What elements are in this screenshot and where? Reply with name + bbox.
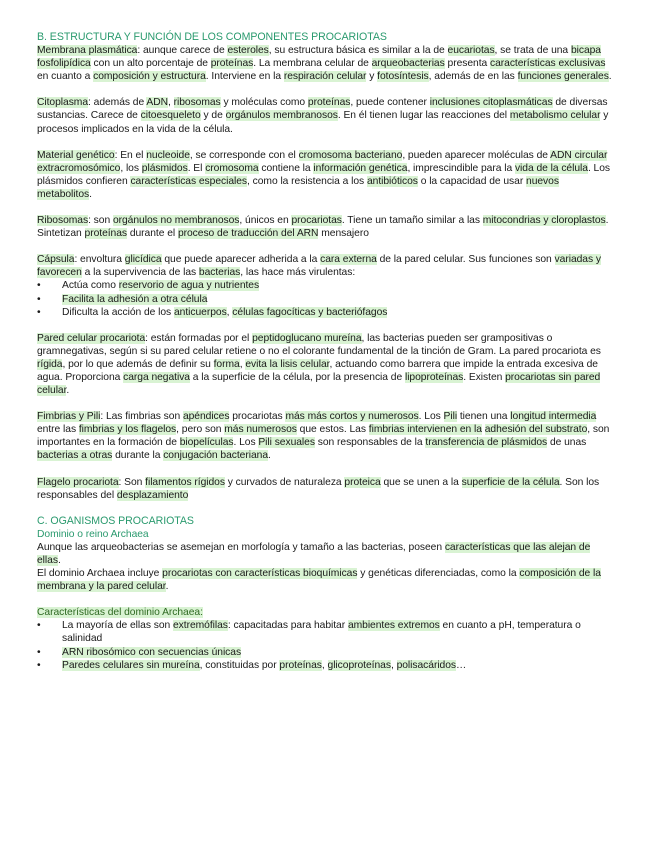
text-run: y: [366, 71, 378, 83]
highlighted-term: peptidoglucano mureína: [252, 332, 362, 344]
text-run: de la pared celular. Sus funciones son: [376, 254, 555, 266]
highlighted-term: extremófilas: [173, 620, 228, 632]
list-item: [62, 619, 616, 645]
highlighted-term: composición y estructura: [93, 71, 206, 83]
highlighted-term: proteica: [344, 476, 381, 488]
highlighted-term: evita la lisis celular: [245, 358, 330, 370]
paragraph-ribosomas: [37, 214, 616, 240]
highlighted-term: Facilita la adhesión a otra célula: [62, 293, 208, 305]
text-run: contiene la: [258, 162, 314, 174]
text-run: Aunque las arqueobacterias se asemejan en morfología y tamaño a las bacterias, poseen: [37, 541, 445, 553]
highlighted-term: plásmidos: [141, 162, 188, 174]
text-run: ,: [167, 97, 174, 109]
text-run: ,: [321, 659, 328, 671]
highlighted-term: cromosoma bacteriano: [298, 149, 403, 161]
text-run: de diversas sustancias. Carece de: [37, 97, 608, 122]
paragraph-archaea-intro-2: [37, 567, 616, 593]
text-run: , se corresponde con el: [189, 149, 299, 161]
text-run: . Los: [418, 411, 444, 423]
text-run: , imprescindible para la: [407, 162, 515, 174]
caracteristicas-title: [37, 606, 616, 619]
highlighted-term: reservorio de agua y nutrientes: [118, 280, 260, 292]
text-run: de unas: [547, 437, 587, 449]
capsula-block: [37, 253, 616, 318]
text-run: y curvados de naturaleza: [224, 476, 345, 488]
paragraph-material-genetico: [37, 149, 616, 201]
highlighted-term: forma: [213, 358, 240, 370]
text-run: , las hace más virulentas:: [240, 267, 356, 279]
text-run: .: [268, 450, 271, 462]
text-run: . Son los responsables del: [37, 476, 600, 501]
highlighted-term: Flagelo procariota: [37, 476, 119, 488]
text-run: .: [89, 188, 92, 200]
text-run: El dominio Archaea incluye: [37, 568, 163, 580]
text-run: durante el: [127, 228, 178, 240]
list-item: [62, 306, 616, 319]
text-run: .: [57, 555, 61, 566]
section-title-c: C. OGANISMOS PROCARIOTAS: [37, 514, 194, 527]
text-run: : Las fimbrias son: [100, 411, 183, 423]
text-run: , puede contener: [350, 97, 430, 109]
highlighted-term: proteínas: [279, 659, 322, 671]
highlighted-term: características especiales: [130, 175, 248, 187]
paragraph-archaea-intro-1: [37, 541, 616, 567]
highlighted-term: glicoproteínas: [327, 659, 391, 671]
text-run: , pero son: [176, 424, 225, 436]
highlighted-term: ambientes extremos: [347, 620, 440, 632]
highlighted-term: nucleoide: [146, 149, 190, 161]
text-run: o la capacidad de usar: [417, 175, 527, 187]
text-run: . Sintetizan: [37, 215, 609, 240]
highlighted-term: ADN circular extracromosómico: [37, 149, 608, 174]
list-item: [62, 279, 616, 292]
text-run: : además de: [88, 97, 147, 109]
highlighted-term: ARN ribosómico con secuencias únicas: [62, 646, 242, 658]
text-run: en cuanto a pH, temperatura o salinidad: [62, 620, 581, 645]
text-run: son responsables de la: [314, 437, 426, 449]
highlighted-term: rígida: [37, 358, 63, 370]
subtitle-archaea: Dominio o reino Archaea: [37, 528, 149, 540]
text-run: .: [165, 581, 169, 593]
highlighted-term: superficie de la célula: [461, 476, 560, 488]
highlighted-term: proceso de traducción del ARN: [177, 228, 319, 240]
text-run: : Son: [118, 476, 146, 488]
highlighted-term: orgánulos no membranosos: [112, 215, 240, 227]
text-run: . Los plásmidos confieren: [37, 162, 611, 187]
text-run: Actúa como: [62, 280, 119, 292]
highlighted-term: células fagocíticas y bacteriófagos: [232, 306, 388, 318]
text-run: , pueden aparecer moléculas de: [402, 149, 551, 161]
text-run: y genéticas diferenciadas, como la: [357, 568, 520, 580]
highlighted-term: procariotas: [291, 215, 342, 227]
highlighted-term: inclusiones citoplasmáticas: [429, 97, 553, 109]
highlighted-term: biopelículas: [179, 437, 234, 449]
text-run: : En el: [114, 149, 147, 161]
highlighted-term: longitud intermedia: [510, 411, 597, 423]
list-item: [62, 646, 616, 659]
highlighted-term: orgánulos membranosos: [225, 110, 338, 122]
text-run: , por lo que además de definir su: [62, 358, 214, 370]
text-run: presenta: [444, 58, 490, 70]
highlighted-term: procariotas sin pared celular: [37, 371, 601, 397]
highlighted-term: bacterias a otras: [37, 450, 113, 462]
highlighted-term: proteínas: [307, 97, 351, 109]
highlighted-term: características que las alejan de ellas: [37, 541, 591, 566]
text-run: que se unen a la: [380, 476, 462, 488]
text-run: durante la: [112, 450, 164, 462]
highlighted-term: respiración celular: [283, 71, 367, 83]
highlighted-term: metabolismo celular: [509, 110, 601, 122]
list-item: [62, 293, 616, 306]
highlighted-term: información genética: [313, 162, 408, 174]
text-run: procariotas: [229, 411, 286, 423]
text-run: , constituidas por: [199, 659, 280, 671]
highlighted-term: Cápsula: [37, 254, 75, 266]
highlighted-term: Fimbrias y Pili: [37, 411, 101, 423]
paragraph-membrana: [37, 44, 616, 83]
highlighted-term: procariotas con características bioquímicas: [162, 568, 358, 580]
section-title-b: B. ESTRUCTURA Y FUNCIÓN DE LOS COMPONENTES PROCARIOTAS: [37, 31, 387, 43]
text-run: en cuanto a: [37, 71, 94, 83]
text-run: que puede aparecer adherida a la: [161, 254, 321, 266]
text-run: , además de en las: [428, 71, 518, 83]
highlighted-term: citoesqueleto: [140, 110, 201, 122]
text-run: : capacitadas para habitar: [227, 620, 348, 632]
highlighted-term: carga negativa: [123, 371, 190, 383]
text-run: a la superficie de la célula, por la presencia de: [189, 371, 405, 383]
text-run: . Tiene un tamaño similar a las: [341, 215, 483, 227]
text-run: La mayoría de ellas son: [62, 620, 173, 632]
highlighted-term: más numerosos: [224, 424, 297, 436]
highlighted-term: polisacáridos: [396, 659, 457, 671]
paragraph-citoplasma: [37, 96, 616, 135]
paragraph-capsula: [37, 253, 616, 279]
text-run: y procesos implicados en la vida de la célula.: [37, 110, 609, 135]
caracteristicas-list: [37, 619, 616, 671]
highlighted-term: fimbrias intervienen en la: [368, 424, 482, 436]
text-run: Dificulta la acción de los: [62, 306, 174, 318]
text-run: : están formadas por el: [145, 332, 253, 344]
highlighted-term: anticuerpos: [173, 306, 227, 318]
text-run: , son importantes en la formación de: [37, 424, 610, 449]
caracteristicas-title-text: Características del dominio Archaea:: [37, 607, 203, 619]
paragraph-pared-celular: [37, 332, 616, 397]
text-run: , las bacterias pueden ser grampositivas o gramnegativas, según si su pared celular retiene o no el colorante fundamental de la tinción de Gram. La pared procariota es: [37, 332, 601, 357]
text-run: a la supervivencia de las: [81, 267, 199, 279]
highlighted-term: fimbrias y los flagelos: [78, 424, 177, 436]
text-run: , su estructura básica es similar a la de: [268, 45, 448, 57]
text-run: . Interviene en la: [205, 71, 284, 83]
highlighted-term: Pili: [443, 411, 458, 423]
highlighted-term: adhesión del substrato: [484, 424, 588, 436]
text-run: , actuando como barrera que impide la entrada excesiva de agua. Proporciona: [37, 358, 598, 383]
highlighted-term: Membrana plasmática: [37, 45, 138, 57]
highlighted-term: conjugación bacteriana: [163, 450, 269, 462]
highlighted-term: proteínas: [210, 58, 254, 70]
highlighted-term: cromosoma: [205, 162, 259, 174]
capsula-list: [37, 279, 616, 318]
highlighted-term: glicídica: [124, 254, 162, 266]
text-run: : envoltura: [74, 254, 125, 266]
paragraph-flagelo: [37, 476, 616, 502]
text-run: . Los: [233, 437, 259, 449]
highlighted-term: fotosíntesis: [377, 71, 429, 83]
text-run: entre las: [37, 424, 79, 436]
highlighted-term: Citoplasma: [37, 97, 89, 109]
highlighted-term: variadas y favorecen: [37, 254, 601, 279]
text-run: , como la resistencia a los: [247, 175, 367, 187]
highlighted-term: funciones generales: [517, 71, 609, 83]
text-run: …: [456, 659, 467, 671]
paragraph-fimbrias-pili: [37, 410, 616, 462]
highlighted-term: cara externa: [320, 254, 377, 266]
highlighted-term: ADN: [146, 97, 168, 109]
highlighted-term: Pili sexuales: [258, 437, 315, 449]
text-run: y moléculas como: [220, 97, 308, 109]
highlighted-term: composición de la membrana y la pared celular: [37, 568, 601, 593]
text-run: , únicos en: [239, 215, 292, 227]
highlighted-term: Ribosomas: [37, 215, 89, 227]
text-run: ,: [239, 358, 246, 370]
text-run: ,: [226, 306, 233, 318]
text-run: . Existen: [463, 371, 506, 383]
highlighted-term: apéndices: [182, 411, 230, 423]
text-run: ,: [390, 659, 397, 671]
highlighted-term: Pared celular procariota: [37, 332, 146, 344]
text-run: mensajero: [318, 228, 369, 240]
highlighted-term: esteroles: [227, 45, 269, 57]
list-item: [62, 659, 616, 672]
text-run: , se trata de una: [494, 45, 571, 57]
highlighted-term: características exclusivas: [490, 58, 606, 70]
highlighted-term: lipoproteínas: [404, 371, 464, 383]
text-run: . En él tienen lugar las reacciones del: [337, 110, 510, 122]
highlighted-term: Paredes celulares sin mureína: [62, 659, 200, 671]
text-run: : son: [88, 215, 113, 227]
text-run: con un alto porcentaje de: [90, 58, 211, 70]
text-run: tienen una: [457, 411, 511, 423]
highlighted-term: ribosomas: [173, 97, 221, 109]
highlighted-term: eucariotas: [447, 45, 495, 57]
text-run: , los: [120, 162, 142, 174]
highlighted-term: arqueobacterias: [371, 58, 445, 70]
highlighted-term: transferencia de plásmidos: [425, 437, 548, 449]
highlighted-term: más más cortos y numerosos: [285, 411, 419, 423]
text-run: . La membrana celular de: [253, 58, 372, 70]
highlighted-term: bicapa fosfolipídica: [37, 45, 601, 70]
text-run: .: [66, 385, 70, 397]
highlighted-term: proteínas: [84, 228, 128, 240]
text-run: y de: [200, 110, 226, 122]
highlighted-term: antibióticos: [366, 175, 418, 187]
highlighted-term: desplazamiento: [116, 489, 189, 501]
highlighted-term: nuevos metabolitos: [37, 175, 559, 200]
text-run: . El: [187, 162, 206, 174]
text-run: : aunque carece de: [137, 45, 228, 57]
highlighted-term: bacterias: [198, 267, 241, 279]
highlighted-term: vida de la célula: [514, 162, 588, 174]
highlighted-term: mitocondrias y cloroplastos: [482, 215, 606, 227]
highlighted-term: Material genético: [37, 149, 115, 161]
highlighted-term: filamentos rígidos: [145, 476, 225, 488]
text-run: que estos. Las: [296, 424, 369, 436]
text-run: .: [608, 71, 612, 83]
